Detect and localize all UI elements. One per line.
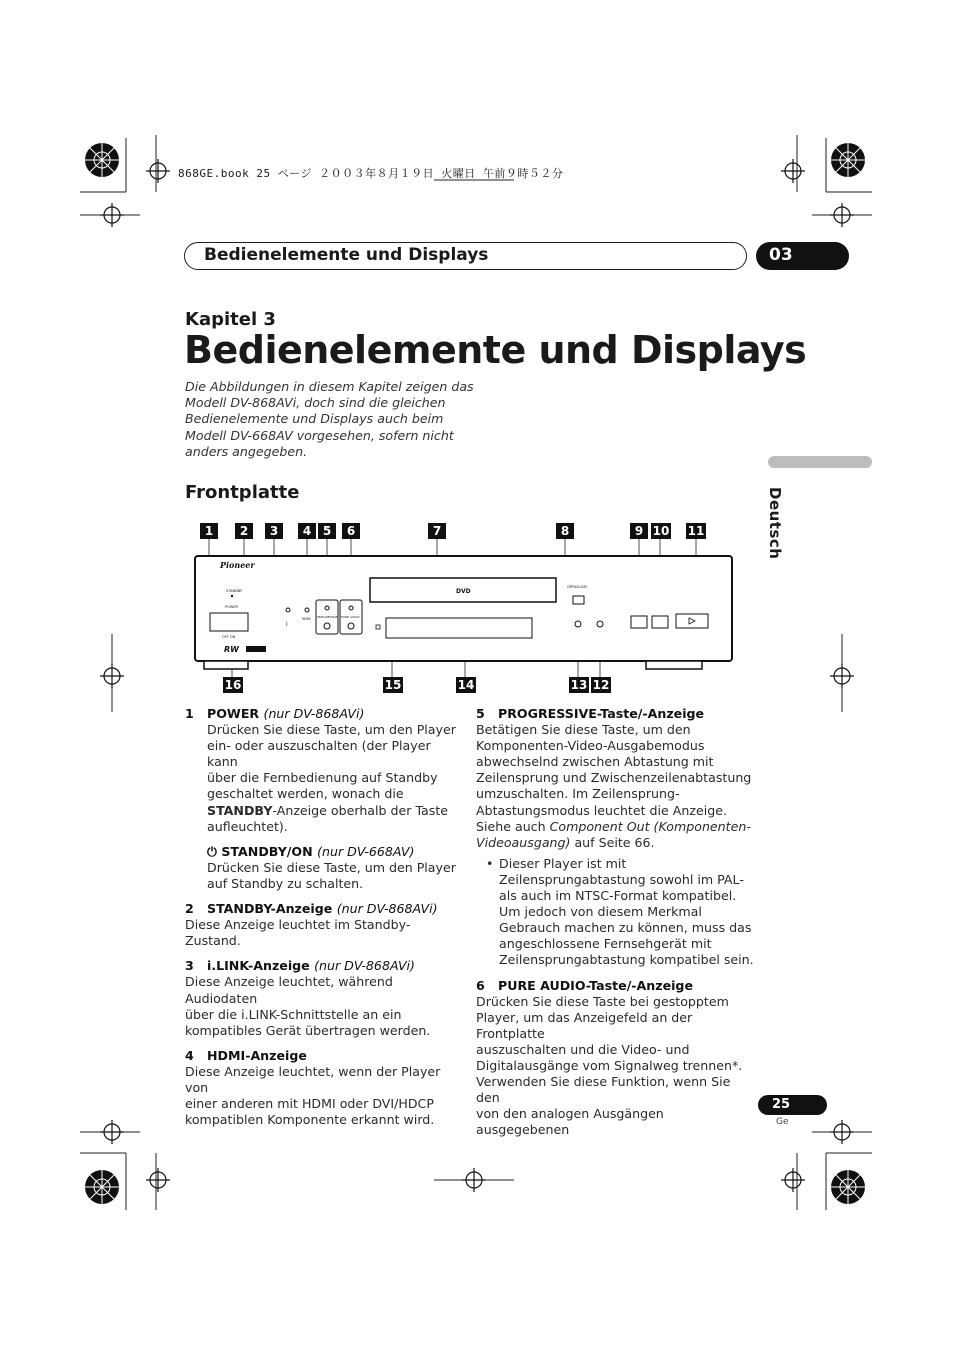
callout-11: 11 [687,524,705,538]
svg-text:i: i [286,621,288,628]
chapter-number: 03 [769,245,793,265]
language-tab [768,456,872,468]
svg-text:RW: RW [224,645,239,654]
svg-text:HDMI: HDMI [302,617,311,621]
svg-text:STANDBY: STANDBY [226,589,243,593]
callout-10: 10 [652,524,670,538]
callout-4: 4 [298,523,316,539]
item-1-body: Drücken Sie diese Taste, um den Player ein- oder auszuschalten (der Player kann über die Fernbedienung auf Standby geschaltet werden, wonach die STANDBY-Anzeige oberhalb der Taste aufleuchtet). ⏻ STANDBY/ON (nur DV-668AV) Drücken Sie diese Taste, um den Player auf Standby zu schalten. [185,722,460,892]
svg-text:PROGRESSIVE: PROGRESSIVE [317,615,339,619]
callout-9: 9 [630,523,648,539]
right-column: 5 PROGRESSIVE-Taste/-Anzeige Betätigen Sie diese Taste, um den Komponenten-Video-Ausgabemodus abwechselnd zwischen Abtastung mit Zeilensprung und Zwischenzeilenabtastung umzuschalten. Im Zeilensprung- Abtastungsmodus leuchtet die Anzeige. Siehe auch Component Out (Komponenten- Videoausgang) auf Seite 66. • Dieser Player ist mit Zeilensprungabtastung sowohl im PAL- als auch im NTSC-Format kompatibel. Um jedoch von diesem Merkmal Gebrauch machen zu können, muss das angeschlossene Fernsehgerät mit Zeilensprungabtastung kompatibel sein. 6 PURE AUDIO-Taste/-Anzeige Drücken Sie diese Taste bei gestopptem Player, um das Anzeigefeld an der Frontplatte auszuschalten und die Video- und Digitalausgänge vom Signalweg trennen*. Verwenden Sie diese Funktion, wenn Sie den von den analogen Ausgängen ausgegebenen [476,706,756,1138]
standby-on-icon: ⏻ [207,843,217,859]
callout-6: 6 [342,523,360,539]
svg-text:POWER: POWER [225,605,238,609]
callout-12: 12 [592,678,610,692]
page-number-pill [758,1095,827,1115]
section-heading: Frontplatte [185,482,300,503]
item-4-heading: 4 HDMI-Anzeige [185,1047,307,1063]
callout-14: 14 [457,678,475,692]
intro-paragraph: Die Abbildungen in diesem Kapitel zeigen das Modell DV-868AVi, doch sind die gleichen Bedienelemente und Displays auch beim Modell DV-668AV vorgesehen, sofern nicht anders angegeben. [185,379,474,459]
callout-2: 2 [235,523,253,539]
item-6-heading: 6 PURE AUDIO-Taste/-Anzeige [476,977,693,993]
callout-3: 3 [265,523,283,539]
svg-text:PURE AUDIO: PURE AUDIO [341,615,360,619]
language-label: Deutsch [766,487,784,560]
callout-13: 13 [570,678,588,692]
svg-text:OFF ON: OFF ON [222,635,236,639]
callout-16: 16 [224,678,242,692]
left-column: 1 POWER (nur DV-868AVi) Drücken Sie diese Taste, um den Player ein- oder auszuschalten (der Player kann über die Fernbedienung auf Standby geschaltet werden, wonach die STANDBY-Anzeige oberhalb der Taste aufleuchtet). ⏻ STANDBY/ON (nur DV-668AV) Drücken Sie diese Taste, um den Player auf Standby zu schalten. 2 STANDBY-Anzeige (nur DV-868AVi) Diese Anzeige leuchtet im Standby-Zustand. 3 i.LINK-Anzeige (nur DV-868AVi) Diese Anzeige leuchtet, während Audiodaten über die i.LINK-Schnittstelle an ein kompatibles Gerät übertragen werden. 4 HDMI-Anzeige Diese Anzeige leuchtet, wenn der Player von einer anderen mit HDMI oder DVI/HDCP kompatiblen Komponente erkannt wird. [185,706,460,1128]
callout-15: 15 [384,678,402,692]
callout-8: 8 [556,523,574,539]
item-5-bullet: • Dieser Player ist mit Zeilensprungabtastung sowohl im PAL- als auch im NTSC-Format kompatibel. Um jedoch von diesem Merkmal Gebrauch machen zu können, muss das angeschlossene Fernsehgerät mit Zeilensprungabtastung kompatibel sein. [486,855,754,968]
item-1-heading: 1 POWER (nur DV-868AVi) [185,706,365,721]
svg-text:OPEN/CLOSE: OPEN/CLOSE [567,585,588,589]
header-section-title: Bedienelemente und Displays [204,245,489,265]
svg-text:DVD: DVD [456,588,471,595]
page-number: 25 [772,1097,791,1112]
page-language-code: Ge [776,1117,789,1127]
callout-5: 5 [318,523,336,539]
item-1b-heading: ⏻ STANDBY/ON (nur DV-668AV) [207,843,415,859]
item-2-heading: 2 STANDBY-Anzeige (nur DV-868AVi) [185,901,438,917]
front-panel-diagram [190,520,750,700]
page-title: Bedienelemente und Displays [184,328,807,372]
chapter-label: Kapitel 3 [185,309,276,330]
item-5-heading: 5 PROGRESSIVE-Taste/-Anzeige [476,706,705,721]
item-3-heading: 3 i.LINK-Anzeige (nur DV-868AVi) [185,958,415,974]
print-info-line: 868GE.book 25 ページ ２００３年８月１９日 火曜日 午前９時５２分 [178,167,564,180]
callout-1: 1 [200,523,218,539]
brand-logo: Pioneer [220,560,255,570]
callout-7: 7 [428,523,446,539]
